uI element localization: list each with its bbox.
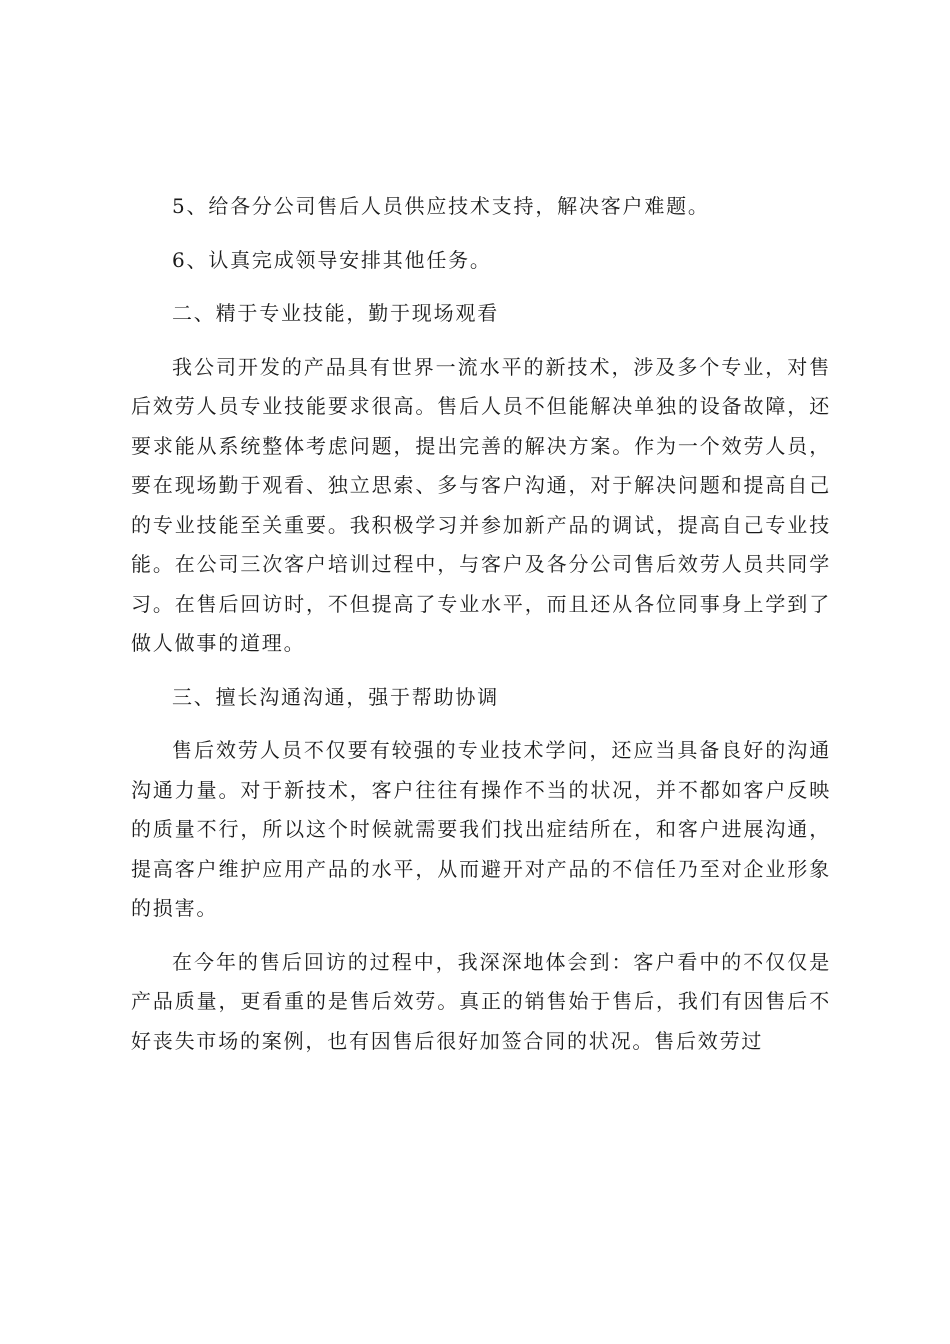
section-heading-2: 二、精于专业技能，勤于现场观看 bbox=[172, 301, 499, 325]
section-heading-3: 三、擅长沟通沟通，强于帮助协调 bbox=[172, 684, 499, 709]
list-item-6: 6、认真完成领导安排其他任务。 bbox=[172, 247, 492, 272]
body-paragraph: 我公司开发的产品具有世界一流水平的新技术，涉及多个专业，对售后效劳人员专业技能要求很高。售后人员不但能解决单独的设备故障，还要求能从系统整体考虑问题，提出完善的解决方案。作为一个效劳人员，要在现场勤于观看、独立思索、多与客户沟通，对于解决问题和提高自己的专业技能至关重要。我积极学习并参加新产品的调试，提高自己专业技能。在公司三次客户培训过程中，与客户及各分公司售后效劳人员共同学习。在售后回访时，不但提高了专业水平，而且还从各位同事身上学到了做人做事的道理。 bbox=[131, 354, 831, 655]
body-paragraph: 售后效劳人员不仅要有较强的专业技术学问，还应当具备良好的沟通沟通力量。对于新技术，客户往往有操作不当的状况，并不都如客户反映的质量不行，所以这个时候就需要我们找出症结所在，和客户进展沟通，提高客户维护应用产品的水平，从而避开对产品的不信任乃至对企业形象的损害。 bbox=[131, 738, 831, 920]
document-body bbox=[131, 187, 831, 1075]
body-paragraph: 在今年的售后回访的过程中，我深深地体会到：客户看中的不仅仅是产品质量，更看重的是售后效劳。真正的销售始于售后，我们有因售后不好丧失市场的案例，也有因售后很好加签合同的状况。售后效劳过 bbox=[131, 949, 831, 1053]
list-item-5: 5、给各分公司售后人员供应技术支持，解决客户难题。 bbox=[172, 194, 710, 218]
